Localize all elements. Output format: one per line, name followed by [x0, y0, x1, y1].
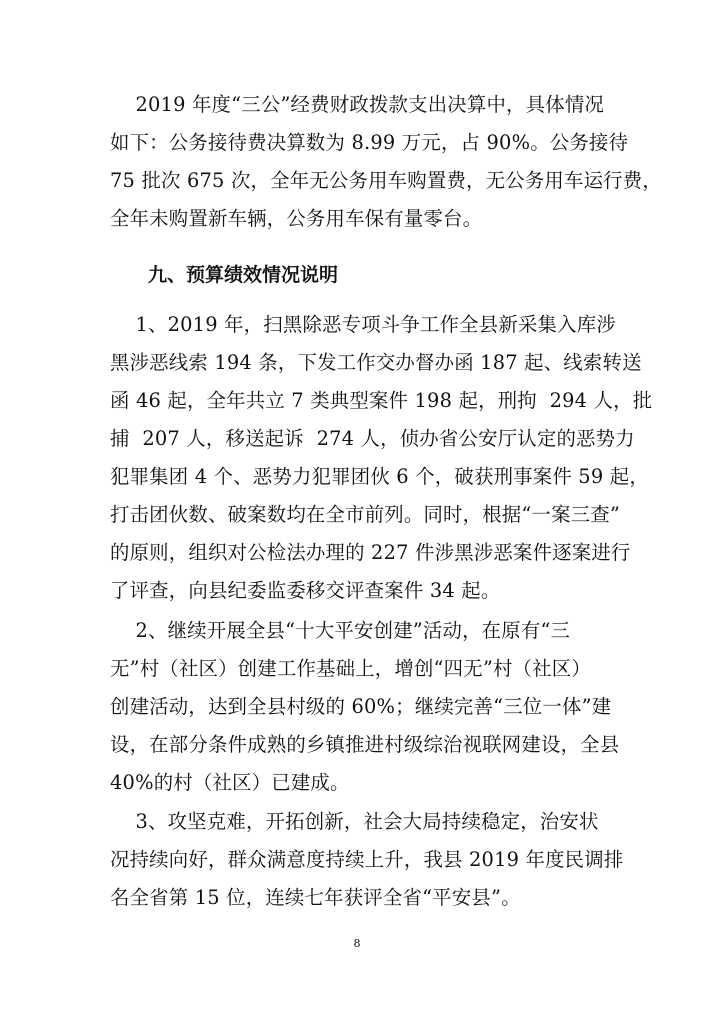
text-line: 2、继续开展全县“十大平安创建”活动，在原有“三: [110, 619, 571, 642]
page-number: 8: [353, 937, 361, 950]
text-line: 3、攻坚克难，开拓创新，社会大局持续稳定，治安状: [110, 810, 599, 833]
item-2-paragraph: [110, 612, 620, 802]
paragraph-sangong-expenses: [110, 86, 662, 238]
text-line: 无”村（社区）创建工作基础上，增创“四无”村（社区）: [110, 657, 591, 680]
text-line: 了评查，向县纪委监委移交评查案件 34 起。: [110, 579, 501, 602]
text-line: 创建活动，达到全县村级的 60%；继续完善“三位一体”建: [110, 695, 612, 718]
text-line: 黑涉恶线索 194 条，下发工作交办督办函 187 起、线索转送: [110, 351, 642, 374]
text-line: 如下：公务接待费决算数为 8.99 万元，占 90%。公务接待: [110, 131, 629, 154]
text-line: 名全省第 15 位，连续七年获评全省“平安县”。: [110, 886, 521, 909]
text-line: 况持续向好，群众满意度持续上升，我县 2019 年度民调排: [110, 848, 624, 871]
text-line: 40%的村（社区）已建成。: [110, 771, 350, 794]
item-3-paragraph: [110, 803, 624, 917]
text-line: 2019 年度“三公”经费财政拨款支出决算中，具体情况: [110, 93, 605, 116]
item-1-paragraph: [110, 306, 653, 610]
section-heading: 九、预算绩效情况说明: [148, 264, 339, 286]
text-line: 打击团伙数、破案数均在全市前列。同时，根据“一案三查”: [110, 503, 620, 526]
text-line: 1、2019 年，扫黑除恶专项斗争工作全县新采集入库涉: [110, 313, 616, 336]
text-line: 全年未购置新车辆，公务用车保有量零台。: [110, 207, 483, 230]
text-line: 捕 207 人，移送起诉 274 人，侦办省公安厅认定的恶势力: [110, 427, 635, 450]
text-line: 的原则，组织对公检法办理的 227 件涉黑涉恶案件逐案进行: [110, 541, 631, 564]
text-line: 75 批次 675 次，全年无公务用车购置费，无公务用车运行费，: [110, 169, 662, 192]
text-line: 函 46 起，全年共立 7 类典型案件 198 起，刑拘 294 人，批: [110, 389, 653, 412]
text-line: 犯罪集团 4 个、恶势力犯罪团伙 6 个，破获刑事案件 59 起，: [110, 465, 649, 488]
text-line: 设，在部分条件成熟的乡镇推进村级综治视联网建设，全县: [110, 733, 620, 756]
